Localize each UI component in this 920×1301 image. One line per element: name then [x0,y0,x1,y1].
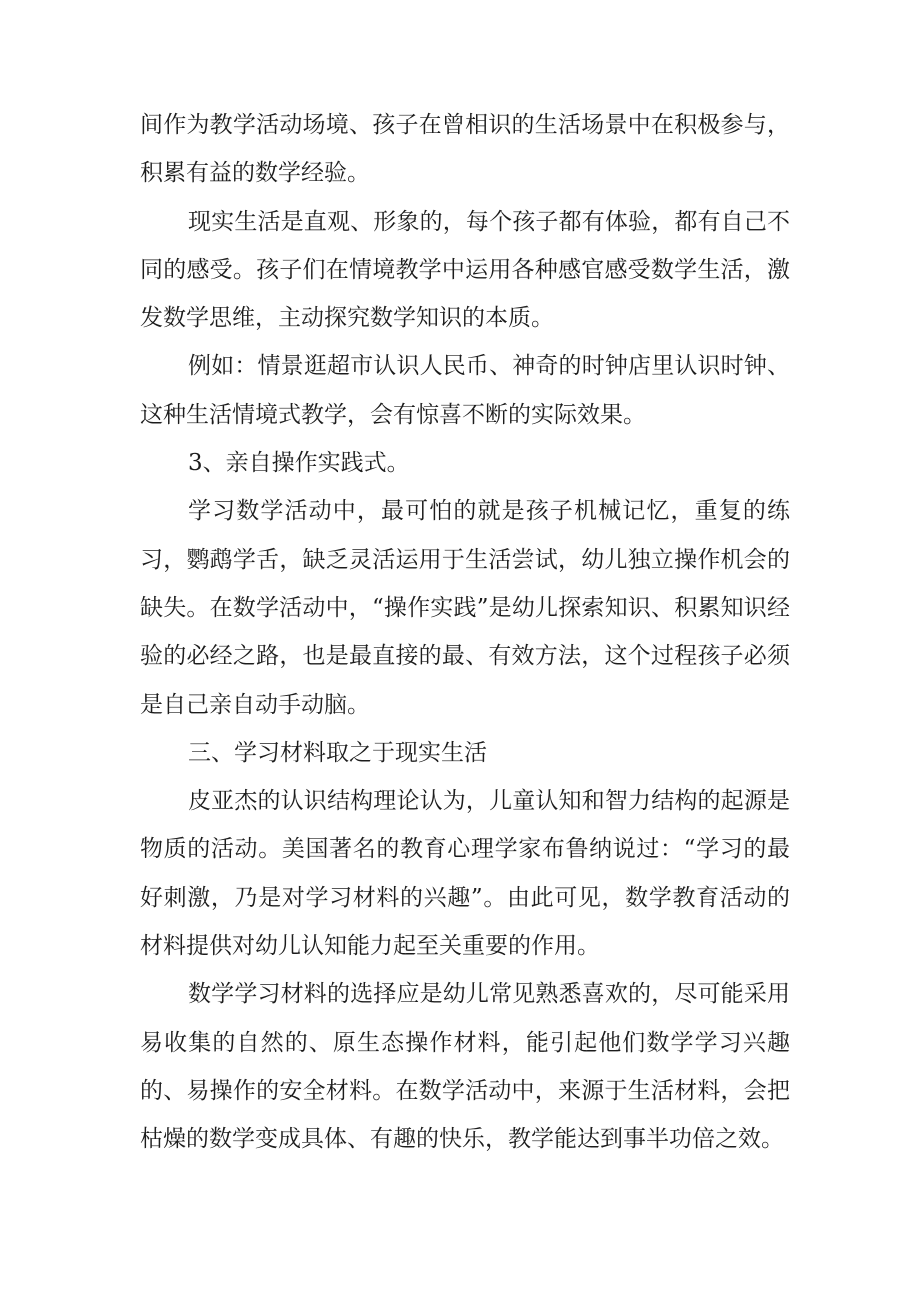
paragraph-hands-on-practice: 学习数学活动中，最可怕的就是孩子机械记忆，重复的练习，鹦鹉学舌，缺乏灵活运用于生活尝试，幼儿独立操作机会的缺失。在数学活动中，“操作实践”是幼儿探索知识、积累知识经验的必经之路，也是最直接的最、有效方法，这个过程孩子必须是自己亲自动手动脑。 [140,498,790,718]
paragraph-continuation: 间作为教学活动场境、孩子在曾相识的生活场景中在积极参与，积累有益的数学经验。 [140,112,790,187]
section-heading-learning-materials: 三、学习材料取之于现实生活 [188,739,487,766]
paragraph-real-life: 现实生活是直观、形象的，每个孩子都有体验，都有自己不同的感受。孩子们在情境教学中运用各种感官感受数学生活，激发数学思维，主动探究数学知识的本质。 [140,208,790,332]
paragraph-piaget: 皮亚杰的认识结构理论认为，儿童认知和智力结构的起源是物质的活动。美国著名的教育心理学家布鲁纳说过：“学习的最好刺激，乃是对学习材料的兴趣”。由此可见，数学教育活动的材料提供对幼儿认知能力起至关重要的作用。 [140,788,790,960]
paragraph-material-selection: 数学学习材料的选择应是幼儿常见熟悉喜欢的，尽可能采用易收集的自然的、原生态操作材料，能引起他们数学学习兴趣的、易操作的安全材料。在数学活动中，来源于生活材料，会把枯燥的数学变成具体、有趣的快乐，教学能达到事半功倍之效。 [140,981,790,1153]
paragraph-example: 例如：情景逛超市认识人民币、神奇的时钟店里认识时钟、这种生活情境式教学，会有惊喜不断的实际效果。 [140,353,790,428]
document-body [140,101,790,1164]
section-heading-hands-on: 3、亲自操作实践式。 [188,450,410,477]
